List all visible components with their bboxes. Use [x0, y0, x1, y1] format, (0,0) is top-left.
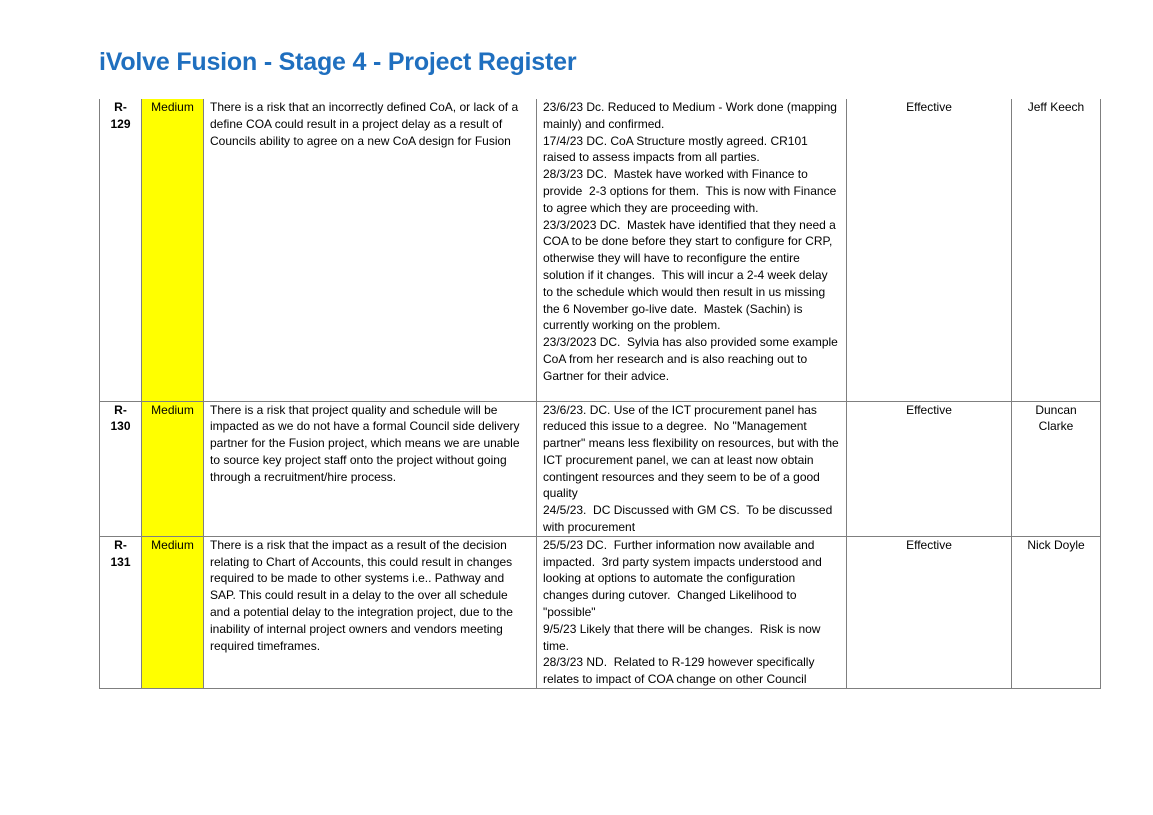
note-entry: 17/4/23 DC. CoA Structure mostly agreed. CR101 raised to assess impacts from all parties.: [543, 133, 812, 165]
table-row: [100, 536, 1101, 688]
risk-id: R- 129: [100, 99, 142, 401]
note-entry: 28/3/23 DC. Mastek have worked with Finance to provide 2-3 options for them. This is now with Finance to agree which they are proceeding with.: [543, 167, 840, 215]
control-status: Effective: [847, 536, 1012, 688]
risk-rating: Medium: [142, 401, 204, 536]
risk-id: R- 130: [100, 401, 142, 536]
note-entry: 25/5/23 DC. Further information now available and impacted. 3rd party system impacts understood and looking at options to automate the configuration changes during cutover. Changed Likelihood to "possible": [543, 537, 826, 620]
risk-id: R- 131: [100, 536, 142, 688]
note-entry: 28/3/23 ND. Related to R-129 however specifically relates to impact of COA change on other Council: [543, 655, 818, 687]
control-status: Effective: [847, 99, 1012, 401]
note-entry: 23/6/23 Dc. Reduced to Medium - Work done (mapping mainly) and confirmed.: [543, 100, 841, 131]
risk-rating: Medium: [142, 536, 204, 688]
page-title: iVolve Fusion - Stage 4 - Project Register: [99, 48, 577, 76]
control-status: Effective: [847, 401, 1012, 536]
risk-notes: [537, 536, 847, 688]
risk-owner: Jeff Keech: [1012, 99, 1101, 401]
risk-description: There is a risk that an incorrectly defined CoA, or lack of a define COA could result in a project delay as a result of Councils ability to agree on a new CoA design for Fusion: [204, 99, 537, 401]
note-entry: 9/5/23 Likely that there will be changes. Risk is now time.: [543, 621, 824, 653]
risk-notes: [537, 99, 847, 401]
risk-notes: [537, 401, 847, 536]
risk-owner: Duncan Clarke: [1012, 401, 1101, 536]
note-entry: 23/3/2023 DC. Sylvia has also provided some example CoA from her research and is also reaching out to Gartner for their advice.: [543, 335, 842, 383]
risk-register-table: [99, 99, 1101, 689]
note-entry: 24/5/23. DC Discussed with GM CS. To be discussed with procurement: [543, 503, 836, 535]
note-entry: 23/3/2023 DC. Mastek have identified that they need a COA to be done before they start to configure for CRP, otherwise they will have to reconfigure the entire solution if it changes. This will incur a 2-4 week delay to the schedule which would then result in us missing the 6 November go-live date. Mastek (Sachin) is currently working on the problem.: [543, 217, 840, 333]
risk-rating: Medium: [142, 99, 204, 401]
risk-description: There is a risk that project quality and schedule will be impacted as we do not have a formal Council side delivery partner for the Fusion project, which means we are unable to source key project staff onto the project without going through a recruitment/hire process.: [204, 401, 537, 536]
table-row: [100, 99, 1101, 401]
table-row: [100, 401, 1101, 536]
risk-owner: Nick Doyle: [1012, 536, 1101, 688]
note-entry: 23/6/23. DC. Use of the ICT procurement panel has reduced this issue to a degree. No "Management partner" means less flexibility on resources, but with the ICT procurement panel, we can at least now obtain contingent resources and they seem to be of a good quality: [543, 402, 843, 501]
risk-description: There is a risk that the impact as a result of the decision relating to Chart of Accounts, this could result in changes required to be made to other systems i.e.. Pathway and SAP. This could result in a delay to the over all schedule and a potential delay to the integration project, due to the inability of internal project owners and vendors meeting required timeframes.: [204, 536, 537, 688]
